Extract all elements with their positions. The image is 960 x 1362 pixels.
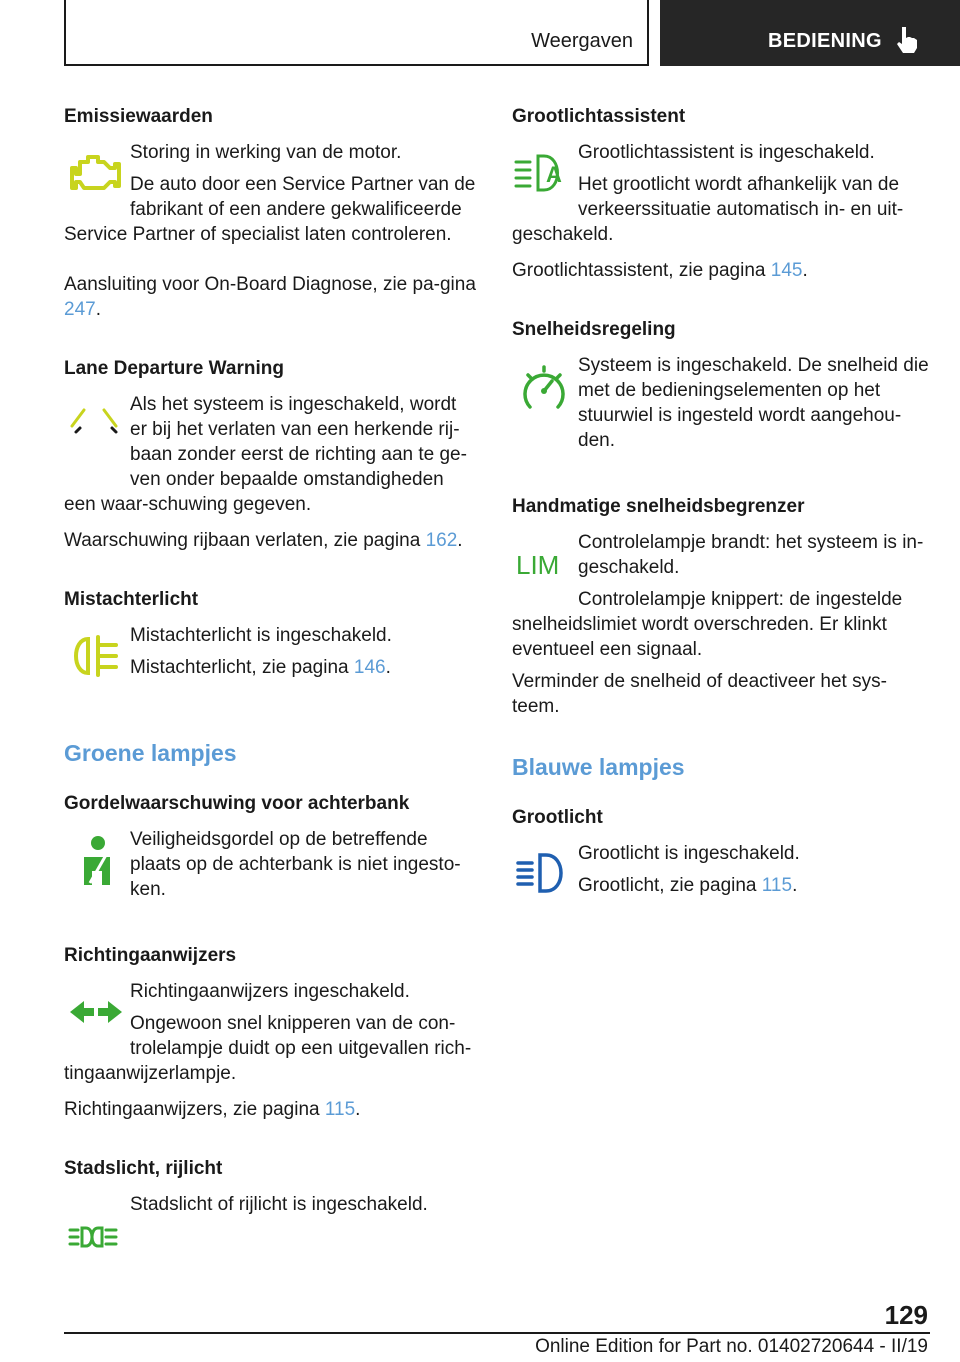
page-link[interactable]: 115 bbox=[324, 1099, 356, 1120]
paragraph: Stadslicht of rijlicht is ingeschakeld. bbox=[130, 1194, 428, 1215]
paragraph: Richtingaanwijzers ingeschakeld. bbox=[130, 981, 410, 1002]
page-link[interactable]: 145 bbox=[770, 260, 803, 281]
entry-title: Gordelwaarschuwing voor achterbank bbox=[64, 793, 410, 814]
section-heading-green: Groene lampjes bbox=[64, 740, 237, 766]
paragraph: Mistachterlicht is ingeschakeld. bbox=[130, 625, 392, 646]
page-link[interactable]: 247 bbox=[64, 299, 96, 320]
page-link[interactable]: 162 bbox=[425, 530, 458, 551]
entry-gordelwaarschuwing bbox=[64, 791, 476, 909]
paragraph-reference: Aansluiting voor On-Board Diagnose, zie pa-gina 247. bbox=[64, 274, 476, 320]
paragraph: De auto door een Service Partner van de fabrikant of een andere gekwalificeerde Service Partner of specialist laten controleren. bbox=[64, 174, 476, 245]
header-section-box bbox=[64, 0, 649, 66]
footer-divider bbox=[64, 1332, 930, 1334]
entry-emissiewaarden bbox=[64, 104, 476, 322]
page-number: 129 bbox=[884, 1300, 928, 1330]
engine-icon bbox=[66, 148, 126, 198]
entry-title: Snelheidsregeling bbox=[512, 319, 676, 340]
high-beam-assist-icon bbox=[514, 148, 574, 198]
entry-title: Grootlichtassistent bbox=[512, 106, 686, 127]
right-column bbox=[512, 104, 930, 957]
paragraph-reference: Richtingaanwijzers, zie pagina 115. bbox=[64, 1099, 361, 1120]
parking-light-icon bbox=[66, 1200, 126, 1260]
page-link[interactable]: 115 bbox=[761, 875, 793, 896]
paragraph: Controlelampje brandt: het systeem is in-geschakeld. bbox=[578, 532, 924, 578]
entry-title: Stadslicht, rijlicht bbox=[64, 1158, 223, 1179]
header-chapter-label: BEDIENING bbox=[768, 30, 882, 52]
paragraph: Systeem is ingeschakeld. De snelheid die met de bedieningselementen op het stuurwiel is ingesteld wordt aangehou-den. bbox=[578, 355, 929, 451]
entry-title: Lane Departure Warning bbox=[64, 358, 284, 379]
entry-stadslicht bbox=[64, 1156, 476, 1274]
paragraph: Grootlicht is ingeschakeld. bbox=[578, 843, 800, 864]
rear-fog-light-icon bbox=[66, 631, 126, 681]
footer-edition: Online Edition for Part no. 01402720644 - II/19 bbox=[535, 1336, 928, 1357]
entry-richtingaanwijzers bbox=[64, 943, 476, 1122]
paragraph: Controlelampje knippert: de ingestelde snelheidslimiet wordt overschreden. Er klinkt eventueel een signaal. bbox=[512, 589, 903, 660]
entry-title: Grootlicht bbox=[512, 807, 603, 828]
entry-snelheidsregeling bbox=[512, 317, 930, 460]
paragraph: Ongewoon snel knipperen van de con-trolelampje duidt op een uitgevallen rich-tingaanwijzerlampje. bbox=[64, 1013, 472, 1084]
entry-grootlicht bbox=[512, 805, 930, 923]
entry-title: Richtingaanwijzers bbox=[64, 945, 237, 966]
page-link[interactable]: 146 bbox=[353, 657, 386, 678]
svg-text:LIM: LIM bbox=[516, 550, 560, 580]
paragraph: Storing in werking van de motor. bbox=[130, 142, 402, 163]
paragraph: Het grootlicht wordt afhankelijk van de verkeerssituatie automatisch in- en uit-geschakeld. bbox=[512, 174, 904, 245]
entry-title: Mistachterlicht bbox=[64, 589, 199, 610]
lane-departure-icon bbox=[66, 400, 126, 450]
seatbelt-icon bbox=[66, 835, 126, 891]
entry-mistachterlicht bbox=[64, 587, 476, 705]
paragraph-reference: Mistachterlicht, zie pagina 146. bbox=[130, 657, 391, 678]
section-heading-blue: Blauwe lampjes bbox=[512, 754, 685, 780]
paragraph-reference: Grootlicht, zie pagina 115. bbox=[578, 875, 798, 896]
entry-grootlichtassistent bbox=[512, 104, 930, 283]
paragraph: Als het systeem is ingeschakeld, wordt er bij het verlaten van een herkende rij-baan zonder eerst de richting aan te ge-ven onder bepaalde omstandigheden een waar-schuwing gegeven. bbox=[64, 394, 467, 515]
entry-lane-departure bbox=[64, 356, 476, 553]
left-column bbox=[64, 104, 476, 1308]
header-chapter-tab bbox=[660, 0, 960, 66]
high-beam-icon bbox=[514, 849, 574, 899]
entry-snelheidsbegrenzer bbox=[512, 494, 930, 719]
speed-limiter-icon bbox=[514, 538, 576, 588]
paragraph-reference: Waarschuwing rijbaan verlaten, zie pagina 162. bbox=[64, 530, 463, 551]
entry-title: Emissiewaarden bbox=[64, 106, 213, 127]
svg-text:A: A bbox=[546, 162, 562, 187]
turn-signal-icon bbox=[66, 987, 126, 1037]
pointing-hand-icon bbox=[896, 26, 922, 54]
cruise-control-icon bbox=[514, 361, 574, 417]
paragraph: Veiligheidsgordel op de betreffende plaats op de achterbank is niet ingesto-ken. bbox=[130, 829, 461, 900]
paragraph-reference: Grootlichtassistent, zie pagina 145. bbox=[512, 260, 808, 281]
entry-title: Handmatige snelheidsbegrenzer bbox=[512, 496, 805, 517]
header-section-label: Weergaven bbox=[531, 30, 633, 52]
paragraph: Grootlichtassistent is ingeschakeld. bbox=[578, 142, 875, 163]
paragraph: Verminder de snelheid of deactiveer het sys-teem. bbox=[512, 671, 887, 717]
